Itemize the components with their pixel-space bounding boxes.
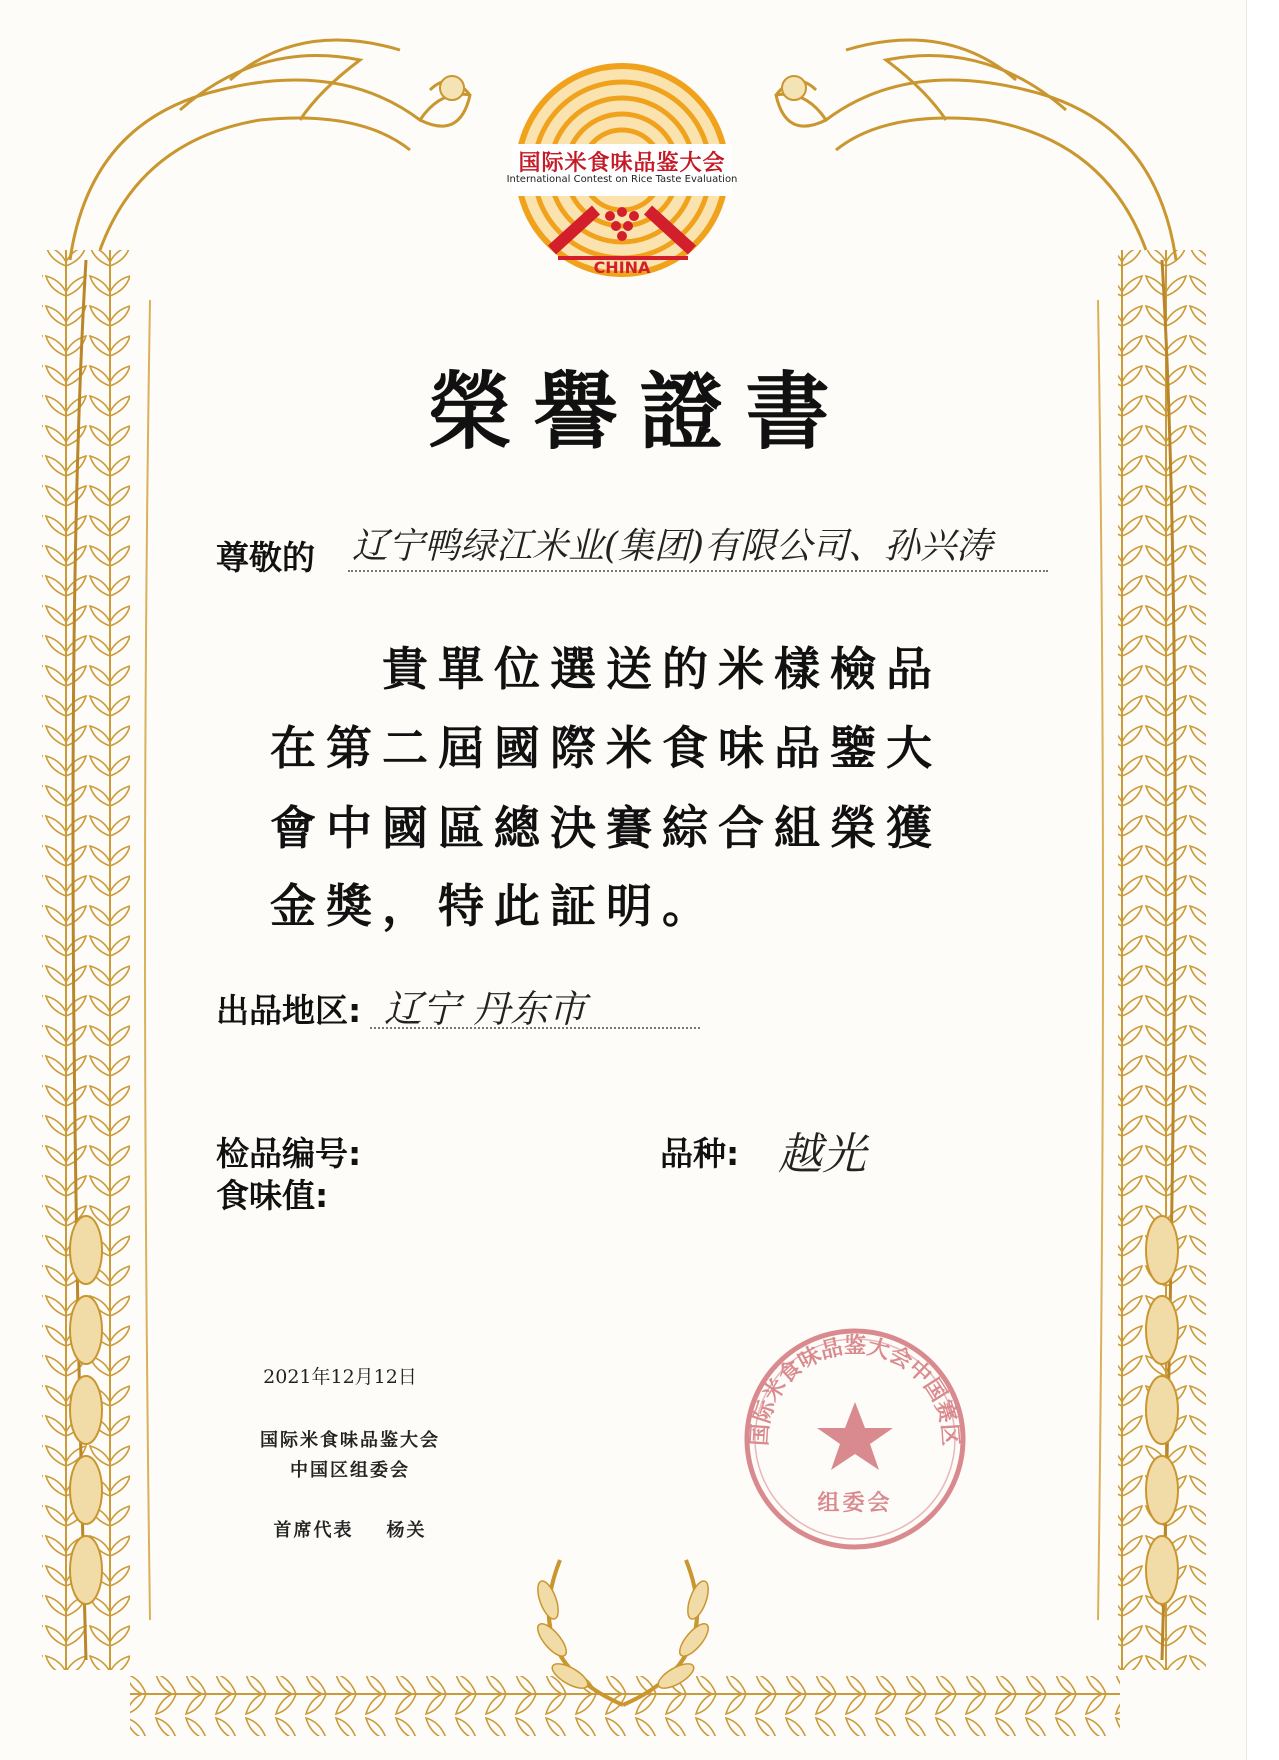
body-line-4: 金獎，特此証明。 [270, 879, 718, 933]
variety-handwritten: 越光 [778, 1129, 866, 1180]
logo-country: CHINA [593, 258, 651, 277]
seal-star-icon [740, 1324, 970, 1554]
issue-date: 2021年12月12日 [263, 1366, 417, 1388]
logo-name-en: International Contest on Rice Taste Evaluation [506, 174, 738, 185]
seal-ring-text: 国际米食味品鉴大会中国赛区 [747, 1334, 963, 1447]
seal-bottom-text: 组委会 [817, 1491, 893, 1516]
contest-logo [506, 60, 738, 280]
region-label: 出品地区: [216, 991, 362, 1030]
body-line-2: 在第二屆國際米食味品鑒大 [270, 721, 942, 775]
body-line-1: 貴單位選送的米樣檢品 [382, 642, 942, 696]
issuer-line-2: 中国区组委会 [290, 1460, 410, 1481]
logo-name-zh: 国际米食味品鉴大会 [518, 151, 726, 176]
signatory: 首席代表 杨关 [273, 1520, 427, 1541]
certificate-title: 榮譽證書 [427, 362, 852, 461]
body-line-3: 會中國區總決賽綜合組榮獲 [270, 801, 942, 855]
scan-margin [1246, 0, 1279, 1760]
sample-number-label: 检品编号: [216, 1134, 362, 1173]
official-seal [740, 1324, 970, 1554]
recipient-prefix: 尊敬的 [216, 538, 315, 577]
taste-value-label: 食味值: [216, 1176, 329, 1215]
issuer-line-1: 国际米食味品鉴大会 [260, 1430, 440, 1451]
recipient-handwritten: 辽宁鸭绿江米业(集团)有限公司、孙兴涛 [352, 526, 993, 567]
variety-label: 品种: [660, 1134, 740, 1173]
region-handwritten: 辽宁 丹东市 [384, 987, 587, 1031]
